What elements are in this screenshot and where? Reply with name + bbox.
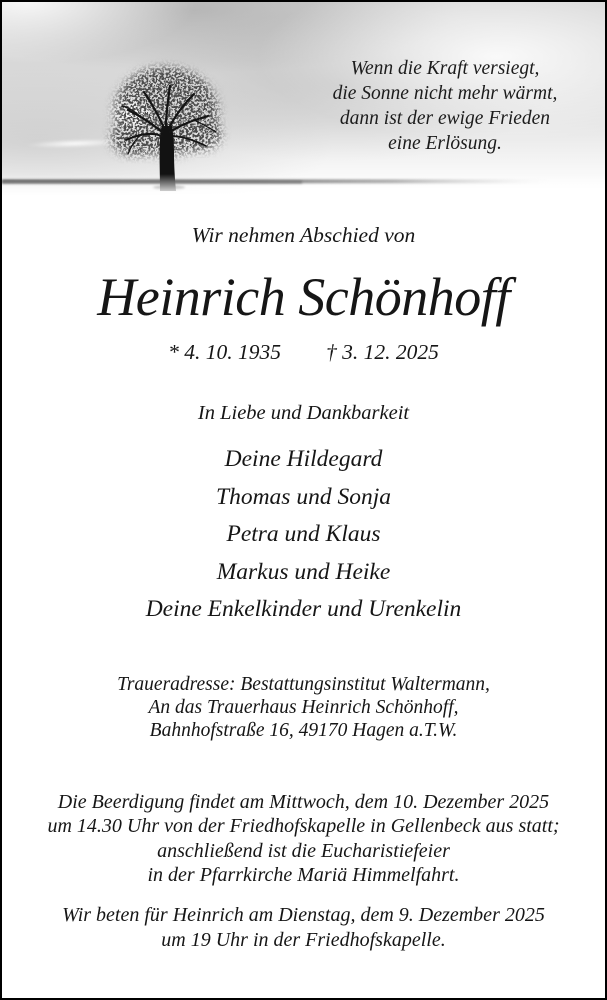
notice-body [2, 224, 605, 953]
prayer-info [2, 903, 605, 953]
birth-date: * 4. 10. 1935 [168, 340, 281, 364]
poem-line: eine Erlösung. [388, 133, 502, 154]
mourner-line: Thomas und Sonja [216, 483, 391, 510]
death-date: † 3. 12. 2025 [326, 340, 439, 364]
address-line: An das Trauerhaus Heinrich Schönhoff, [148, 696, 459, 718]
mourner-line: Petra und Klaus [226, 521, 381, 547]
poem-line: die Sonne nicht mehr wärmt, [332, 83, 558, 104]
dedication-line: In Liebe und Dankbarkeit [197, 402, 410, 424]
deceased-name: Heinrich Schönhoff [97, 267, 510, 327]
mourning-address [2, 673, 605, 742]
poem-line: Wenn die Kraft versiegt, [350, 58, 540, 79]
mourner-line: Deine Enkelkinder und Urenkelin [145, 596, 462, 622]
life-dates [2, 340, 605, 364]
funeral-line: in der Pfarrkirche Mariä Himmelfahrt. [147, 864, 460, 886]
memorial-poem [320, 56, 570, 156]
intro-line: Wir nehmen Abschied von [191, 223, 416, 247]
funeral-info [2, 790, 605, 888]
funeral-line: Die Beerdigung findet am Mittwoch, dem 10. Dezember 2025 [57, 790, 550, 813]
memorial-artwork [2, 2, 605, 198]
photo-fade [2, 174, 605, 198]
poem-line: dann ist der ewige Frieden [339, 108, 551, 129]
prayer-line: um 19 Uhr in der Friedhofskapelle. [161, 928, 446, 951]
address-line: Bahnhofstraße 16, 49170 Hagen a.T.W. [149, 719, 458, 741]
address-line: Traueradresse: Bestattungsinstitut Waltermann, [117, 673, 490, 695]
mourners-list [2, 441, 605, 629]
prayer-line: Wir beten für Heinrich am Dienstag, dem 9. Dezember 2025 [62, 903, 545, 926]
funeral-line: anschließend ist die Eucharistiefeier [157, 839, 450, 862]
mourner-line: Deine Hildegard [224, 446, 383, 472]
funeral-line: um 14.30 Uhr von der Friedhofskapelle in Gellenbeck aus statt; [47, 815, 560, 837]
mourner-line: Markus und Heike [216, 558, 391, 585]
